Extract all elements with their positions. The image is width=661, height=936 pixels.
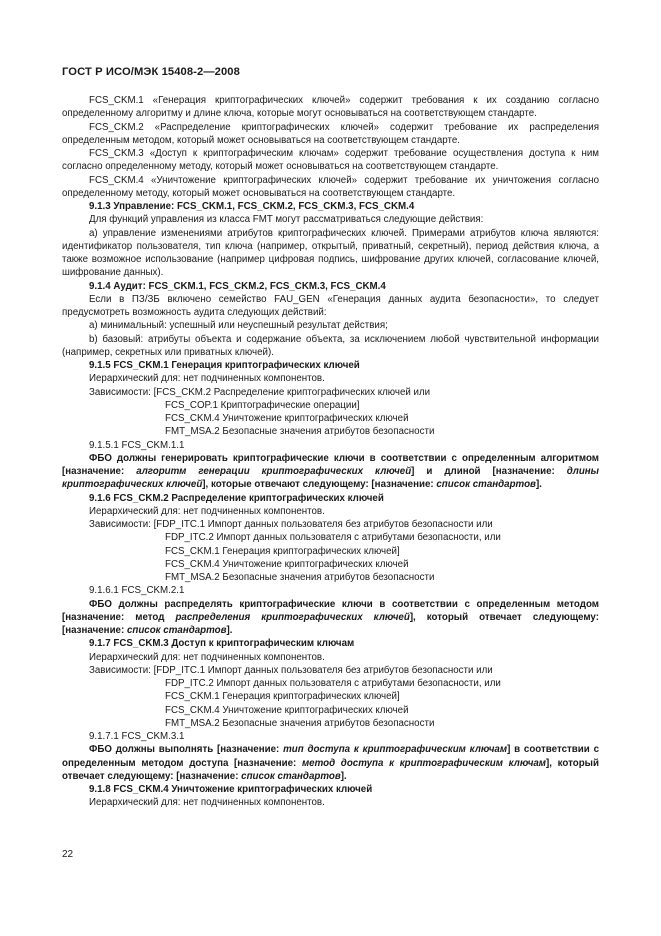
dependency-line: FMT_MSA.2 Безопасные значения атрибутов безопасности [165, 717, 435, 729]
hierarchical-line: Иерархический для: нет подчиненных компонентов. [89, 505, 325, 517]
section-heading-9-1-4: 9.1.4 Аудит: FCS_CKM.1, FCS_CKM.2, FCS_CKM.3, FCS_CKM.4 [89, 280, 386, 292]
element-id: 9.1.5.1 FCS_CKM.1.1 [89, 439, 185, 451]
requirement-text: ], который отвечает следующему: [назначение: [62, 757, 599, 782]
assignment-text: тип доступа к криптографическим ключам [283, 744, 508, 756]
section-heading-9-1-3: 9.1.3 Управление: FCS_CKM.1, FCS_CKM.2, FCS_CKM.3, FCS_CKM.4 [89, 201, 415, 212]
assignment-text: список стандартов [436, 479, 536, 491]
requirement-text: ]. [340, 770, 347, 782]
dependency-line: FDP_ITC.2 Импорт данных пользователя с атрибутами безопасности, или [165, 532, 501, 544]
requirement-text: ]. [226, 625, 233, 636]
assignment-text: алгоритм генерации криптографических ключей [136, 466, 412, 477]
standard-header: ГОСТ Р ИСО/МЭК 15408-2—2008 [62, 66, 240, 78]
requirement-text: ] и длиной [назначение: [411, 466, 567, 477]
paragraph-audit-minimal: а) минимальный: успешный или неуспешный результат действия; [89, 320, 388, 332]
dependency-line: FCS_CKM.4 Уничтожение криптографических ключей [165, 413, 409, 424]
dependency-line: FMT_MSA.2 Безопасные значения атрибутов безопасности [165, 572, 435, 583]
document-body [62, 94, 599, 810]
dependency-line: FCS_CKM.4 Уничтожение криптографических ключей [165, 704, 409, 716]
paragraph-audit-intro: Если в ПЗ/ЗБ включено семейство FAU_GEN «Генерация данных аудита безопасности», то следует предусмотреть возможность аудита следующих действий: [62, 293, 599, 318]
dependency-line: FCS_CKM.1 Генерация криптографических ключей] [165, 545, 400, 557]
dependency-line: FCS_CKM.1 Генерация криптографических ключей] [165, 691, 400, 703]
hierarchical-line: Иерархический для: нет подчиненных компонентов. [89, 797, 325, 809]
dependency-line: FDP_ITC.2 Импорт данных пользователя с атрибутами безопасности, или [165, 678, 501, 689]
paragraph-management-item-a: а) управление изменениями атрибутов криптографических ключей. Примерами атрибутов ключа являются: идентификатор пользователя, тип ключа (например, открытый, приватный, секретный), период действия ключа, а также возможное использование (например цифровая подпись, шифрование других ключей, согласование ключей, шифрование данных). [62, 227, 599, 279]
paragraph-fcs-ckm1-intro: FCS_CKM.1 «Генерация криптографических ключей» содержит требования к их созданию согласно определенному алгоритму и длине ключа, которые могут основываться на соответствующем стандарте. [62, 95, 599, 120]
hierarchical-line: Иерархический для: нет подчиненных компонентов. [89, 373, 325, 385]
assignment-text: список стандартов [241, 770, 341, 782]
paragraph-fmt-management: Для функций управления из класса FMT могут рассматриваться следующие действия: [89, 214, 484, 226]
dependency-line: FMT_MSA.2 Безопасные значения атрибутов безопасности [165, 426, 435, 438]
requirement-text: ], которые отвечают следующему: [назначение: [202, 479, 437, 491]
requirement-fcs-ckm3-1 [62, 743, 599, 783]
assignment-text: распределения криптографических ключей [175, 611, 410, 623]
paragraph-fcs-ckm2-intro: FCS_CKM.2 «Распределение криптографических ключей» содержит требование их распределения определенным методом, который может основываться на соответствующем стандарте. [62, 121, 599, 146]
dependency-line: Зависимости: [FCS_CKM.2 Распределение криптографических ключей или [89, 386, 431, 398]
requirement-text: ]. [535, 479, 542, 491]
paragraph-fcs-ckm3-intro: FCS_CKM.3 «Доступ к криптографическим ключам» содержит требование осуществления доступа к ним согласно определенному методу, который может основываться на соответствующем стандарте. [62, 148, 599, 173]
requirement-text: ФБО должны генерировать криптографические ключи в соответствии с определенным алгоритмом [назначение: [62, 452, 599, 477]
requirement-text: ], который отвечает следующему: [назначение: [62, 611, 599, 636]
paragraph-audit-basic: b) базовый: атрибуты объекта и содержание объекта, за исключением любой чувствительной информации (например, секретных или приватных ключей). [62, 333, 599, 358]
element-id: 9.1.6.1 FCS_CKM.2.1 [89, 585, 185, 597]
hierarchical-line: Иерархический для: нет подчиненных компонентов. [89, 651, 325, 663]
requirement-fcs-ckm1-1 [62, 452, 599, 492]
requirement-text: ФБО должны распределять криптографические ключи в соответствии с определенным методом [назначение: метод [62, 598, 599, 623]
dependency-line: Зависимости: [FDP_ITC.1 Импорт данных пользователя без атрибутов безопасности или [89, 664, 493, 676]
section-heading-9-1-7: 9.1.7 FCS_CKM.3 Доступ к криптографическим ключам [89, 638, 355, 650]
page-number: 22 [62, 849, 74, 860]
assignment-text: список стандартов [126, 625, 227, 636]
requirement-text: ФБО должны выполнять [назначение: [89, 744, 284, 756]
dependency-line: FCS_COP.1 Криптографические операции] [165, 399, 360, 411]
paragraph-fcs-ckm4-intro: FCS_CKM.4 «Уничтожение криптографических ключей» содержит требование их уничтожения согласно определенному методу, который может основываться на соответствующем стандарте. [62, 174, 599, 199]
element-id: 9.1.7.1 FCS_CKM.3.1 [89, 731, 185, 742]
dependency-line: Зависимости: [FDP_ITC.1 Импорт данных пользователя без атрибутов безопасности или [89, 519, 493, 530]
assignment-text: длины криптографических ключей [62, 466, 599, 491]
section-heading-9-1-8: 9.1.8 FCS_CKM.4 Уничтожение криптографических ключей [89, 784, 373, 795]
section-heading-9-1-6: 9.1.6 FCS_CKM.2 Распределение криптографических ключей [89, 492, 384, 504]
dependency-line: FCS_CKM.4 Уничтожение криптографических ключей [165, 558, 409, 570]
requirement-text: ] в соответствии с определенным методом доступа [назначение: [62, 744, 599, 769]
assignment-text: метод доступа к криптографическим ключам [301, 757, 547, 769]
requirement-fcs-ckm2-1 [62, 598, 599, 638]
section-heading-9-1-5: 9.1.5 FCS_CKM.1 Генерация криптографических ключей [89, 360, 360, 371]
